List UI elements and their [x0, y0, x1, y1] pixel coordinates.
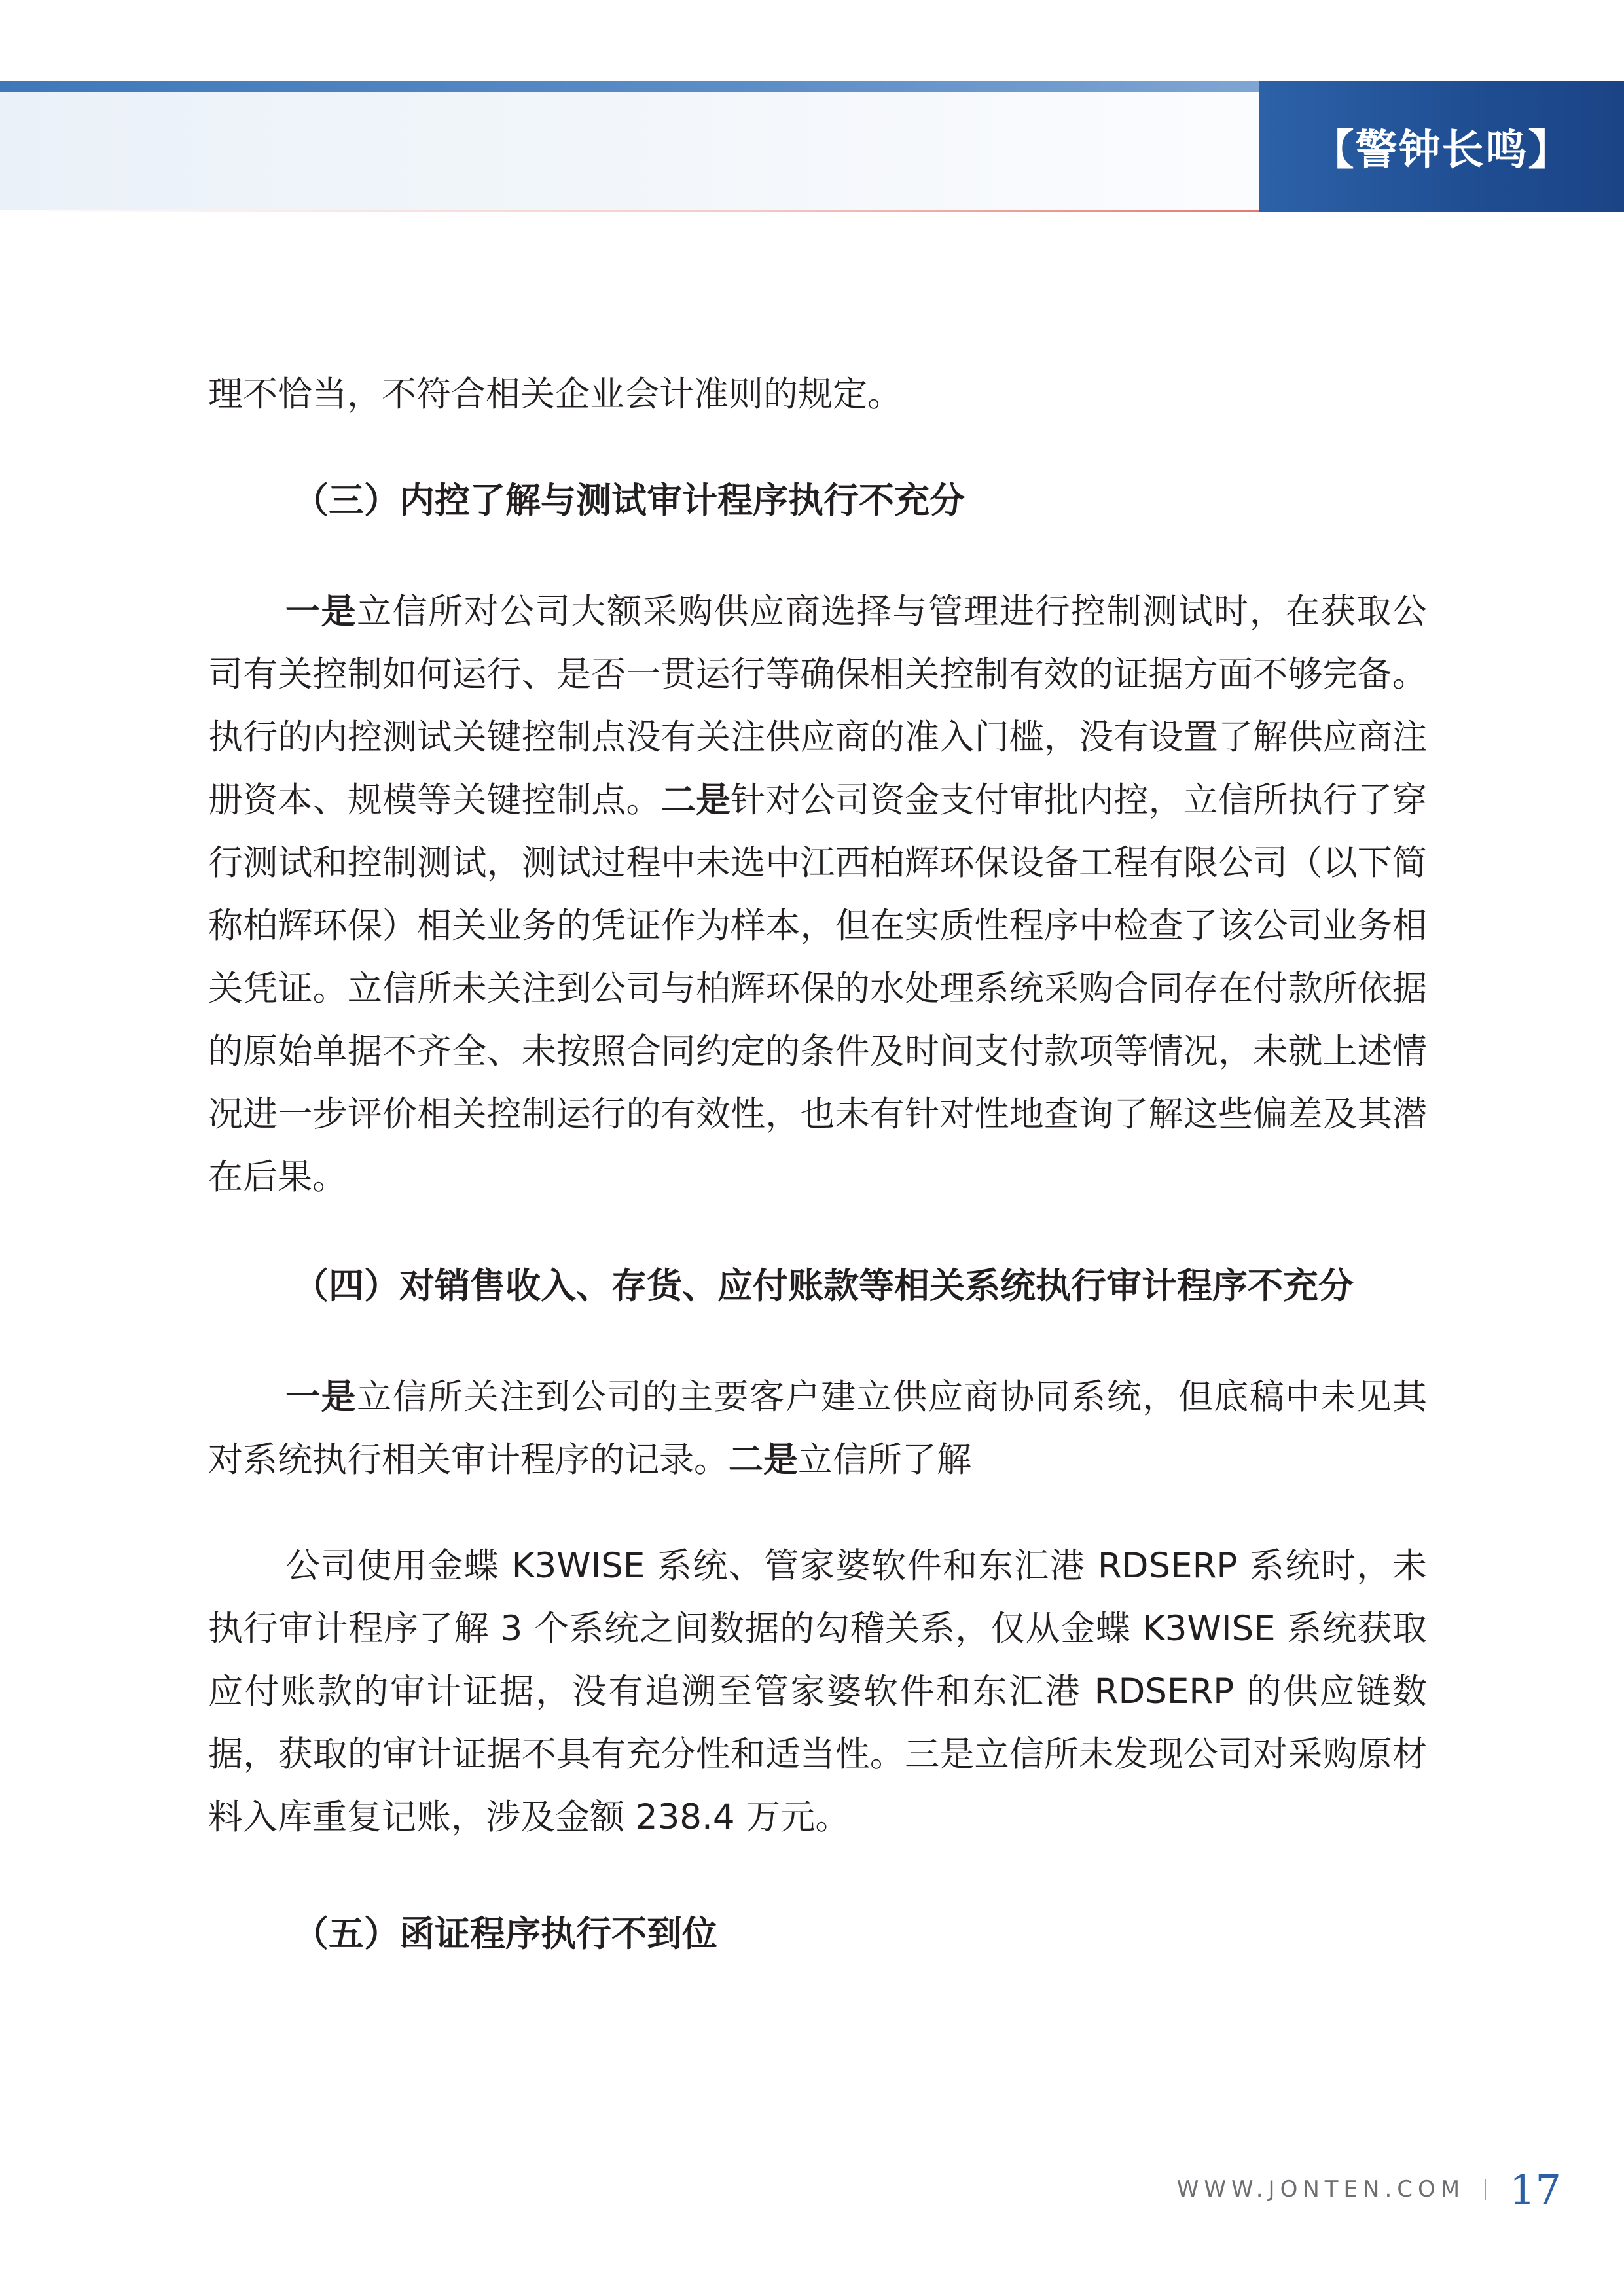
section-tab — [1259, 81, 1624, 212]
paragraph-erp-systems: 公司使用金蝶 K3WISE 系统、管家婆软件和东汇港 RDSERP 系统时，未执行审计程序了解 3 个系统之间数据的勾稽关系，仅从金蝶 K3WISE 系统获取应付账款的审计证据，没有追溯至管家婆软件和东汇港 RDSERP 的供应链数据，获取的审计证据不具有充分性和适当性。三是立信所未发现公司对采购原材料入库重复记账，涉及金额 238.4 万元。 — [208, 1546, 1427, 1837]
heading-section-3: （三）内控了解与测试审计程序执行不充分 — [293, 480, 965, 521]
bold-marker-second: 二是 — [729, 1440, 798, 1480]
heading-section-5: （五）函证程序执行不到位 — [293, 1913, 717, 1954]
paragraph-text: 立信所对公司大额采购供应商选择与管理进行控制测试时，在获取公司有关控制如何运行、是否一贯运行等确保相关控制有效的证据方面不够完备。执行的内控测试关键控制点没有关注供应商的准入门槛，没有设置了解供应商注册资本、规模等关键控制点。 — [208, 592, 1428, 820]
page-footer — [1177, 2160, 1561, 2219]
paragraph-internal-control — [208, 581, 1427, 1209]
footer-divider — [1485, 2179, 1486, 2200]
paragraph-continued: 理不恰当，不符合相关企业会计准则的规定。 — [208, 374, 902, 414]
bold-marker-second: 二是 — [660, 780, 731, 820]
paragraph-text: 立信所了解 — [798, 1440, 971, 1480]
article-body — [208, 363, 1427, 1965]
paragraph-text: 立信所关注到公司的主要客户建立供应商协同系统，但底稿中未见其对系统执行相关审计程序的记录。 — [208, 1377, 1428, 1480]
bold-marker-first: 一是 — [285, 592, 357, 632]
header-band — [0, 81, 1259, 212]
header-top-line — [0, 81, 1259, 92]
footer-website: WWW.JONTEN.COM — [1176, 2176, 1466, 2202]
header-bottom-line — [0, 210, 1259, 212]
paragraph-systems — [208, 1366, 1427, 1492]
section-tab-label: 【警钟长鸣】 — [1312, 126, 1572, 175]
bold-marker-first: 一是 — [285, 1377, 357, 1417]
page-number: 17 — [1509, 2165, 1561, 2214]
paragraph-text: 针对公司资金支付审批内控，立信所执行了穿行测试和控制测试，测试过程中未选中江西柏辉环保设备工程有限公司（以下简称柏辉环保）相关业务的凭证作为样本，但在实质性程序中检查了该公司业务相关凭证。立信所未关注到公司与柏辉环保的水处理系统采购合同存在付款所依据的原始单据不齐全、未按照合同约定的条件及时间支付款项等情况，未就上述情况进一步评价相关控制运行的有效性，也未有针对性地查询了解这些偏差及其潜在后果。 — [208, 780, 1428, 1197]
heading-section-4: （四）对销售收入、存货、应付账款等相关系统执行审计程序不充分 — [293, 1265, 1354, 1306]
